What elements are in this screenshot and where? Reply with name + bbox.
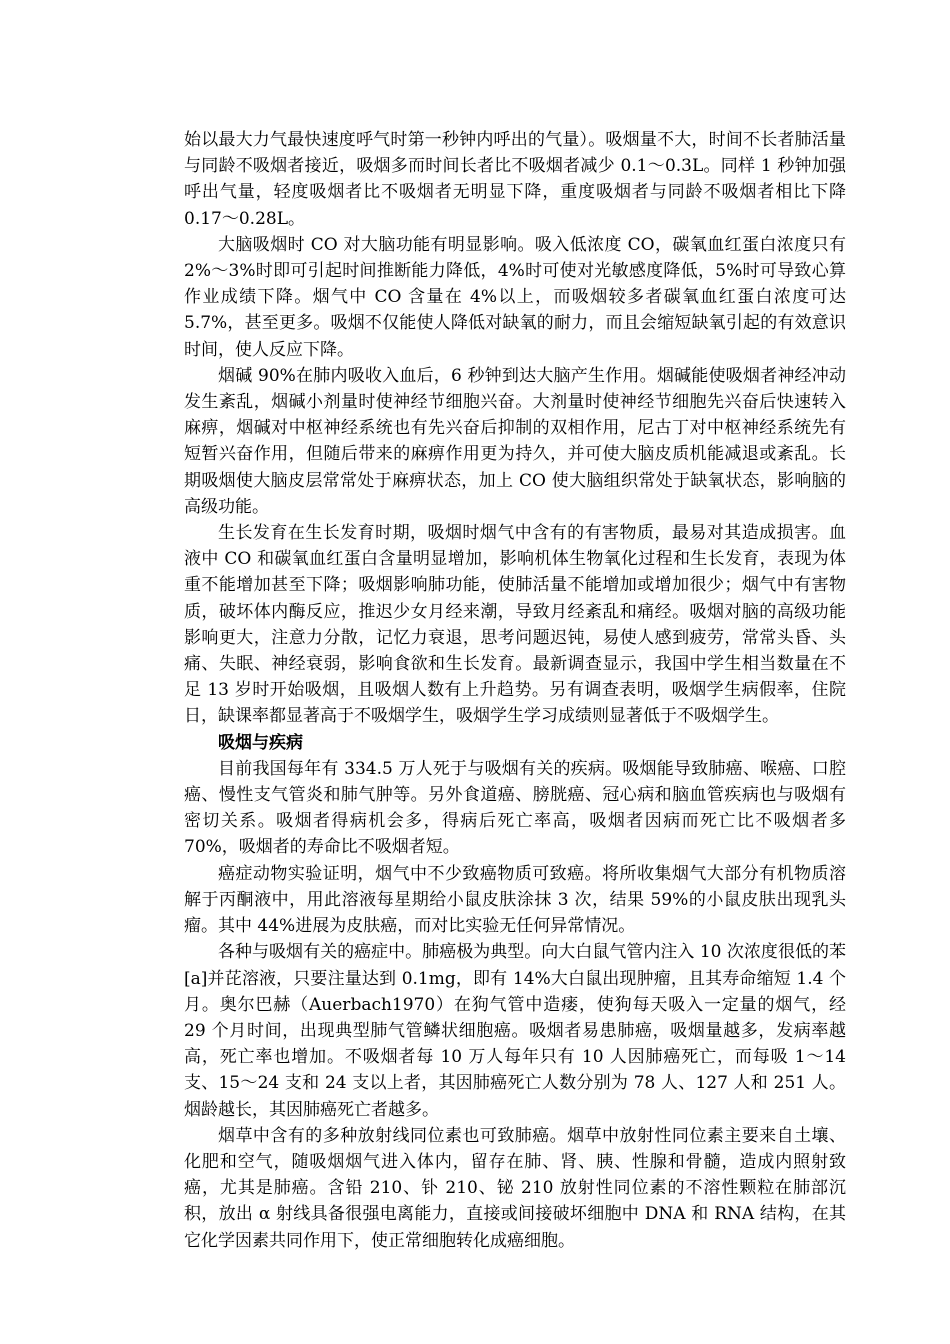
paragraph-brain-co: 大脑吸烟时 CO 对大脑功能有明显影响。吸入低浓度 CO，碳氧血红蛋白浓度只有 2%～3%时即可引起时间推断能力降低，4%时可使对光敏感度降低，5%时可导致心算作业成绩下降。烟气中 CO 含量在 4%以上，而吸烟较多者碳氧血红蛋白浓度可达 5.7%，甚至更多。吸烟不仅能使人降低对缺氧的耐力，而且会缩短缺氧引起的有效意识时间，使人反应下降。 [184,234,846,360]
paragraph-lung-cancer: 各种与吸烟有关的癌症中。肺癌极为典型。向大白鼠气管内注入 10 次浓度很低的苯[a]并芘溶液，只要注量达到 0.1mg，即有 14%大白鼠出现肿瘤，且其寿命缩短 1.4 个月。奥尔巴赫（Auerbach1970）在狗气管中造瘘，使狗每天吸入一定量的烟气，经 29 个月时间，出现典型肺气管鳞状细胞癌。吸烟者易患肺癌，吸烟量越多，发病率越高，死亡率也增加。不吸烟者每 10 万人每年只有 10 人因肺癌死亡，而每吸 1～14 支、15～24 支和 24 支以上者，其因肺癌死亡人数分别为 78 人、127 人和 251 人。烟龄越长，其因肺癌死亡者越多。 [184,942,846,1120]
paragraph-lung-capacity: 始以最大力气最快速度呼气时第一秒钟内呼出的气量）。吸烟量不大，时间不长者肺活量与同龄不吸烟者接近，吸烟多而时间长者比不吸烟者减少 0.1～0.3L。同样 1 秒钟加强呼出气量，轻度吸烟者比不吸烟者无明显下降，重度吸烟者与同龄不吸烟者相比下降 0.17～0.28L。 [184,130,846,229]
paragraph-radioactive-isotopes: 烟草中含有的多种放射线同位素也可致肺癌。烟草中放射性同位素主要来自土壤、化肥和空气，随吸烟烟气进入体内，留存在肺、肾、胰、性腺和骨髓，造成内照射致癌，尤其是肺癌。含铅 210、钋 210、铋 210 放射性同位素的不溶性颗粒在肺部沉积，放出 α 射线具备很强电离能力，直接或间接破坏细胞中 DNA 和 RNA 结构，在其它化学因素共同作用下，使正常细胞转化成癌细胞。 [184,1125,846,1251]
paragraph-growth: 生长发育在生长发育时期，吸烟时烟气中含有的有害物质，最易对其造成损害。血液中 CO 和碳氧血红蛋白含量明显增加，影响机体生物氧化过程和生长发育，表现为体重不能增加甚至下降；吸烟影响肺功能，使肺活量不能增加或增加很少；烟气中有害物质，破坏体内酶反应，推迟少女月经来潮，导致月经紊乱和痛经。吸烟对脑的高级功能影响更大，注意力分散，记忆力衰退，思考问题迟钝，易使人感到疲劳，常常头昏、头痛、失眠、神经衰弱，影响食欲和生长发育。最新调查显示，我国中学生相当数量在不足 13 岁时开始吸烟，且吸烟人数有上升趋势。另有调查表明，吸烟学生病假率，住院日，缺课率都显著高于不吸烟学生，吸烟学生学习成绩则显著低于不吸烟学生。 [184,523,846,727]
section-heading-smoking-disease: 吸烟与疾病 [218,732,303,753]
paragraph-cancer-experiment: 癌症动物实验证明，烟气中不少致癌物质可致癌。将所收集烟气大部分有机物质溶解于丙酮液中，用此溶液每星期给小鼠皮肤涂抹 3 次，结果 59%的小鼠皮肤出现乳头瘤。其中 44%进展为皮肤癌，而对比实验无任何异常情况。 [184,863,846,937]
paragraph-disease-stats: 目前我国每年有 334.5 万人死于与吸烟有关的疾病。吸烟能导致肺癌、喉癌、口腔癌、慢性支气管炎和肺气肿等。另外食道癌、膀胱癌、冠心病和脑血管疾病也与吸烟有密切关系。吸烟者得病机会多，得病后死亡率高，吸烟者因病而死亡比不吸烟者多 70%，吸烟者的寿命比不吸烟者短。 [184,758,846,858]
document-body [184,127,846,1254]
paragraph-nicotine: 烟碱 90%在肺内吸收入血后，6 秒钟到达大脑产生作用。烟碱能使吸烟者神经冲动发生紊乱，烟碱小剂量时使神经节细胞兴奋。大剂量时使神经节细胞先兴奋后快速转入麻痹，烟碱对中枢神经系统也有先兴奋后抑制的双相作用，尼古丁对中枢神经系统先有短暂兴奋作用，但随后带来的麻痹作用更为持久，并可使大脑皮质机能减退或紊乱。长期吸烟使大脑皮层常常处于麻痹状态，加上 CO 使大脑组织常处于缺氧状态，影响脑的高级功能。 [184,365,846,517]
